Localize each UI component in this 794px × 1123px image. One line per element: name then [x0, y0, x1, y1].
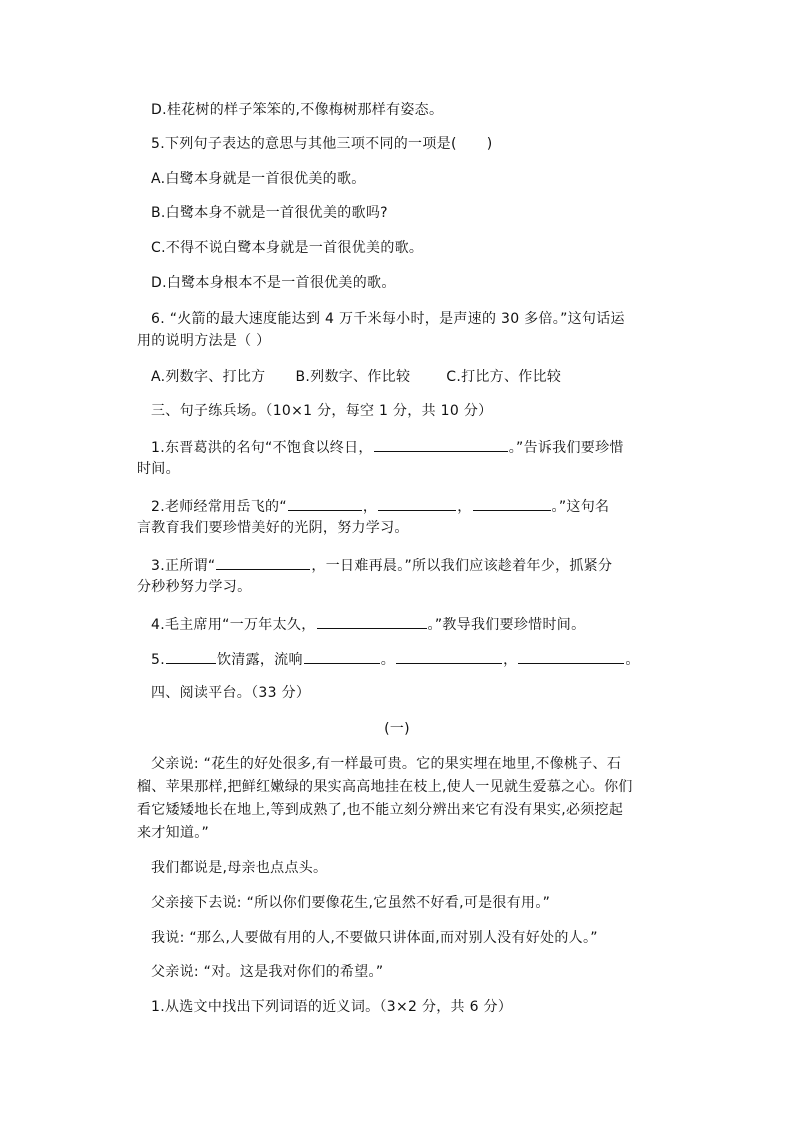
q5-stem-close: ) — [486, 136, 493, 152]
passage-p1-line1: 父亲说: “花生的好处很多,有一样最可贵。它的果实埋在地里,不像桃子、石 — [151, 756, 622, 772]
reading-question-1: 1.从选文中找出下列词语的近义词。（3×2 分，共 6 分） — [151, 999, 513, 1015]
s2-sep-2: ， — [457, 499, 472, 515]
q6-option-a: A.列数字、打比方 — [151, 369, 266, 385]
q5-option-a: A.白鹭本身就是一首很优美的歌。 — [151, 171, 366, 187]
s4-text-b: 。”教导我们要珍惜时间。 — [427, 617, 586, 633]
s2-line2: 言教育我们要珍惜美好的光阴，努力学习。 — [137, 520, 409, 536]
fill-blank[interactable] — [473, 495, 551, 511]
s3-text-b: ，一日难再晨。”所以我们应该趁着年少，抓紧分 — [311, 558, 613, 574]
q6-stem-line1: 6. “火箭的最大速度能达到 4 万千米每小时，是声速的 30 多倍。”这句话运 — [151, 311, 625, 327]
fill-blank[interactable] — [317, 613, 427, 629]
fill-blank[interactable] — [378, 495, 456, 511]
s2-sep-1: ， — [362, 499, 378, 515]
s4-text-a: 4.毛主席用“一万年太久， — [151, 617, 316, 633]
s3-text-a: 3.正所谓“ — [151, 558, 216, 574]
q5-stem — [151, 134, 492, 154]
q5-option-d: D.白鹭本身根本不是一首很优美的歌。 — [151, 275, 396, 291]
s5-text-b: 饮清露，流响 — [216, 652, 303, 668]
s2-line1 — [151, 495, 609, 517]
q6-options — [151, 367, 561, 387]
q4-option-d: D.桂花树的样子笨笨的,不像梅树那样有姿态。 — [151, 102, 444, 118]
fill-blank[interactable] — [374, 436, 508, 452]
passage-p3: 父亲接下去说: “所以你们要像花生,它虽然不好看,可是很有用。” — [151, 895, 551, 911]
passage-p4: 我说: “那么,人要做有用的人,不要做只讲体面,而对别人没有好处的人。” — [151, 930, 598, 946]
passage-p1-line2: 榴、苹果那样,把鲜红嫩绿的果实高高地挂在枝上,使人一见就生爱慕之心。你们 — [137, 779, 633, 795]
s5-text-a: 5. — [151, 652, 165, 668]
passage-p1-line4: 来才知道。” — [137, 825, 210, 841]
passage-p1-line3: 看它矮矮地长在地上,等到成熟了,也不能立刻分辨出来它有没有果实,必须挖起 — [137, 802, 624, 818]
s1-line1 — [151, 436, 624, 458]
q5-stem-text: 5.下列句子表达的意思与其他三项不同的一项是( — [151, 136, 457, 152]
fill-blank[interactable] — [216, 554, 310, 570]
s2-text-a: 2.老师经常用岳飞的“ — [151, 499, 287, 515]
fill-blank[interactable] — [396, 648, 502, 664]
q6-stem-line2: 用的说明方法是（ ） — [137, 333, 271, 349]
section-3-heading: 三、句子练兵场。（10×1 分，每空 1 分，共 10 分） — [151, 403, 493, 419]
passage-p2: 我们都说是,母亲也点点头。 — [151, 860, 328, 876]
s2-text-end: 。”这句名 — [551, 499, 610, 515]
s5-line — [151, 648, 640, 670]
s3-line2: 分秒秒努力学习。 — [137, 579, 252, 595]
s4-line — [151, 613, 585, 635]
fill-blank[interactable] — [166, 648, 216, 664]
fill-blank[interactable] — [518, 648, 624, 664]
q6-option-c: C.打比方、作比较 — [446, 369, 562, 385]
s1-text-b: 。”告诉我们要珍惜 — [508, 440, 624, 456]
fill-blank[interactable] — [304, 648, 380, 664]
s1-text-a: 1.东晋葛洪的名句“不饱食以终日， — [151, 440, 373, 456]
q5-option-b: B.白鹭本身不就是一首很优美的歌吗? — [151, 205, 388, 221]
s3-line1 — [151, 554, 612, 576]
passage-part-heading: (一) — [384, 721, 410, 737]
s5-text-c: 。 — [380, 652, 396, 668]
s1-line2: 时间。 — [137, 461, 180, 477]
s5-text-e: 。 — [625, 652, 640, 668]
q5-option-c: C.不得不说白鹭本身就是一首很优美的歌。 — [151, 240, 424, 256]
section-4-heading: 四、阅读平台。（33 分） — [151, 685, 311, 701]
passage-p5: 父亲说: “对。这是我对你们的希望。” — [151, 964, 384, 980]
q6-option-b: B.列数字、作比较 — [295, 369, 411, 385]
fill-blank[interactable] — [288, 495, 362, 511]
s5-text-d: ， — [503, 652, 518, 668]
